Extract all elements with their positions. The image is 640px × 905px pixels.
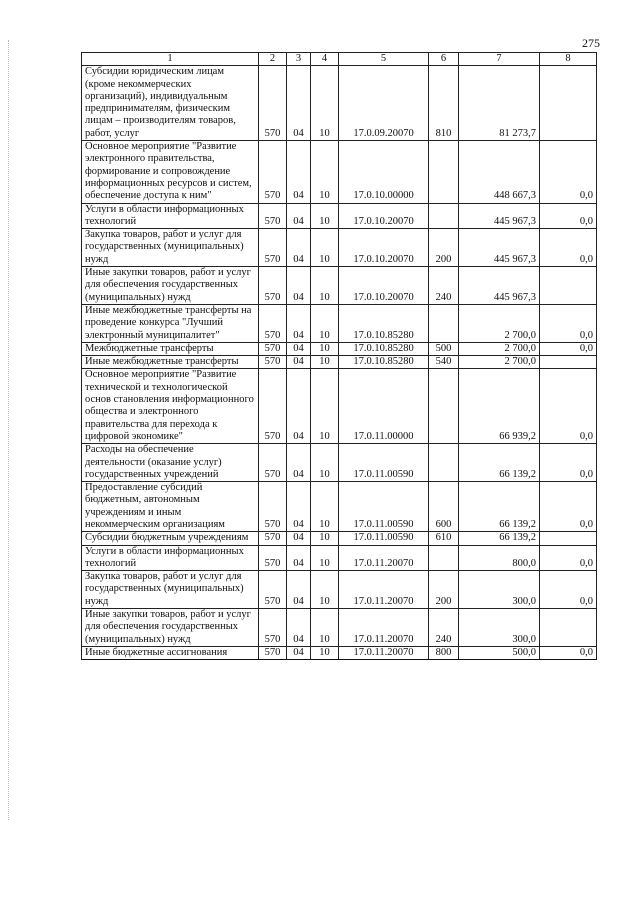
row-expense-type-cell	[429, 369, 459, 444]
row-amount-2-cell: 0,0	[540, 369, 597, 444]
row-subsection-cell: 10	[311, 66, 339, 141]
row-amount-cell: 66 139,2	[459, 444, 540, 482]
table-row	[82, 342, 597, 355]
row-amount-cell: 66 939,2	[459, 369, 540, 444]
row-grbs-cell: 570	[259, 545, 287, 571]
table-row	[82, 609, 597, 647]
row-amount-2-cell	[540, 267, 597, 305]
row-expense-type-cell: 200	[429, 571, 459, 609]
row-grbs-cell: 570	[259, 229, 287, 267]
row-section-cell: 04	[287, 482, 311, 532]
row-name-cell: Иные закупки товаров, работ и услуг для обеспечения государственных (муниципальных) нужд	[82, 609, 259, 647]
column-header-8: 8	[540, 53, 597, 66]
table-header	[82, 53, 597, 66]
row-amount-2-cell: 0,0	[540, 646, 597, 659]
row-expense-type-cell: 240	[429, 609, 459, 647]
row-amount-2-cell: 0,0	[540, 545, 597, 571]
row-target-article-cell: 17.0.10.00000	[339, 141, 429, 203]
scan-margin-dots	[8, 40, 10, 820]
row-amount-cell: 2 700,0	[459, 342, 540, 355]
row-grbs-cell: 570	[259, 369, 287, 444]
row-subsection-cell: 10	[311, 369, 339, 444]
row-subsection-cell: 10	[311, 141, 339, 203]
row-name-cell: Иные бюджетные ассигнования	[82, 646, 259, 659]
row-target-article-cell: 17.0.10.85280	[339, 342, 429, 355]
row-name-cell: Субсидии юридическим лицам (кроме некоммерческих организаций), индивидуальным предпринимателям, физическим лицам – производителям товаров, работ, услуг	[82, 66, 259, 141]
row-section-cell: 04	[287, 141, 311, 203]
row-target-article-cell: 17.0.11.20070	[339, 571, 429, 609]
table-row	[82, 203, 597, 229]
row-grbs-cell: 570	[259, 356, 287, 369]
row-subsection-cell: 10	[311, 229, 339, 267]
row-amount-2-cell: 0,0	[540, 203, 597, 229]
row-subsection-cell: 10	[311, 304, 339, 342]
row-subsection-cell: 10	[311, 545, 339, 571]
row-name-cell: Иные закупки товаров, работ и услуг для обеспечения государственных (муниципальных) нужд	[82, 267, 259, 305]
table-row	[82, 304, 597, 342]
table-row	[82, 571, 597, 609]
table-row	[82, 369, 597, 444]
row-section-cell: 04	[287, 66, 311, 141]
row-section-cell: 04	[287, 229, 311, 267]
row-target-article-cell: 17.0.10.85280	[339, 356, 429, 369]
row-subsection-cell: 10	[311, 482, 339, 532]
row-expense-type-cell: 240	[429, 267, 459, 305]
row-amount-2-cell	[540, 356, 597, 369]
row-target-article-cell: 17.0.11.00590	[339, 444, 429, 482]
row-target-article-cell: 17.0.09.20070	[339, 66, 429, 141]
row-amount-cell: 445 967,3	[459, 229, 540, 267]
row-subsection-cell: 10	[311, 356, 339, 369]
header-row	[82, 53, 597, 66]
row-amount-2-cell	[540, 532, 597, 545]
row-section-cell: 04	[287, 545, 311, 571]
row-amount-cell: 2 700,0	[459, 356, 540, 369]
row-expense-type-cell	[429, 304, 459, 342]
row-subsection-cell: 10	[311, 571, 339, 609]
row-section-cell: 04	[287, 571, 311, 609]
row-name-cell: Иные межбюджетные трансферты на проведение конкурса "Лучший электронный муниципалитет"	[82, 304, 259, 342]
row-grbs-cell: 570	[259, 444, 287, 482]
row-grbs-cell: 570	[259, 342, 287, 355]
row-amount-2-cell	[540, 609, 597, 647]
table-row	[82, 141, 597, 203]
row-amount-cell: 2 700,0	[459, 304, 540, 342]
row-expense-type-cell: 600	[429, 482, 459, 532]
row-amount-cell: 300,0	[459, 571, 540, 609]
row-name-cell: Услуги в области информационных технологий	[82, 545, 259, 571]
row-amount-cell: 448 667,3	[459, 141, 540, 203]
column-header-7: 7	[459, 53, 540, 66]
row-subsection-cell: 10	[311, 203, 339, 229]
row-subsection-cell: 10	[311, 267, 339, 305]
row-name-cell: Иные межбюджетные трансферты	[82, 356, 259, 369]
column-header-1: 1	[82, 53, 259, 66]
row-target-article-cell: 17.0.11.20070	[339, 545, 429, 571]
table-row	[82, 482, 597, 532]
column-header-4: 4	[311, 53, 339, 66]
table-body	[82, 66, 597, 660]
row-subsection-cell: 10	[311, 646, 339, 659]
table-row	[82, 444, 597, 482]
row-target-article-cell: 17.0.11.00590	[339, 532, 429, 545]
row-name-cell: Межбюджетные трансферты	[82, 342, 259, 355]
row-amount-2-cell: 0,0	[540, 482, 597, 532]
table-row	[82, 66, 597, 141]
row-name-cell: Предоставление субсидий бюджетным, автономным учреждениям и иным некоммерческим организациям	[82, 482, 259, 532]
row-expense-type-cell: 500	[429, 342, 459, 355]
row-subsection-cell: 10	[311, 532, 339, 545]
row-section-cell: 04	[287, 444, 311, 482]
table-row	[82, 532, 597, 545]
row-name-cell: Субсидии бюджетным учреждениям	[82, 532, 259, 545]
column-header-2: 2	[259, 53, 287, 66]
budget-table	[81, 52, 597, 660]
column-header-6: 6	[429, 53, 459, 66]
row-name-cell: Основное мероприятие "Развитие электронного правительства, формирование и сопровождение информационных ресурсов и систем, обеспечение доступа к ним"	[82, 141, 259, 203]
row-amount-cell: 66 139,2	[459, 532, 540, 545]
row-section-cell: 04	[287, 532, 311, 545]
row-name-cell: Закупка товаров, работ и услуг для государственных (муниципальных) нужд	[82, 571, 259, 609]
row-section-cell: 04	[287, 609, 311, 647]
row-target-article-cell: 17.0.11.20070	[339, 646, 429, 659]
row-target-article-cell: 17.0.11.00590	[339, 482, 429, 532]
row-amount-cell: 81 273,7	[459, 66, 540, 141]
row-subsection-cell: 10	[311, 342, 339, 355]
row-target-article-cell: 17.0.10.20070	[339, 203, 429, 229]
table-row	[82, 646, 597, 659]
row-expense-type-cell	[429, 141, 459, 203]
row-grbs-cell: 570	[259, 646, 287, 659]
row-subsection-cell: 10	[311, 609, 339, 647]
row-amount-cell: 445 967,3	[459, 203, 540, 229]
row-subsection-cell: 10	[311, 444, 339, 482]
row-amount-2-cell: 0,0	[540, 444, 597, 482]
table-row	[82, 229, 597, 267]
row-name-cell: Основное мероприятие "Развитие технической и технологической основ становления информационного общества и электронного правительства для перехода к цифровой экономике"	[82, 369, 259, 444]
row-target-article-cell: 17.0.11.00000	[339, 369, 429, 444]
row-grbs-cell: 570	[259, 482, 287, 532]
row-expense-type-cell: 810	[429, 66, 459, 141]
row-amount-cell: 800,0	[459, 545, 540, 571]
row-target-article-cell: 17.0.10.85280	[339, 304, 429, 342]
row-amount-2-cell: 0,0	[540, 571, 597, 609]
row-grbs-cell: 570	[259, 609, 287, 647]
row-amount-cell: 300,0	[459, 609, 540, 647]
row-expense-type-cell	[429, 444, 459, 482]
row-target-article-cell: 17.0.10.20070	[339, 267, 429, 305]
row-name-cell: Расходы на обеспечение деятельности (оказание услуг) государственных учреждений	[82, 444, 259, 482]
row-amount-2-cell	[540, 66, 597, 141]
row-amount-cell: 66 139,2	[459, 482, 540, 532]
row-amount-cell: 500,0	[459, 646, 540, 659]
row-expense-type-cell: 200	[429, 229, 459, 267]
row-target-article-cell: 17.0.10.20070	[339, 229, 429, 267]
row-section-cell: 04	[287, 646, 311, 659]
row-expense-type-cell	[429, 545, 459, 571]
row-grbs-cell: 570	[259, 141, 287, 203]
row-amount-2-cell: 0,0	[540, 141, 597, 203]
column-header-3: 3	[287, 53, 311, 66]
row-expense-type-cell: 800	[429, 646, 459, 659]
row-name-cell: Закупка товаров, работ и услуг для государственных (муниципальных) нужд	[82, 229, 259, 267]
row-grbs-cell: 570	[259, 304, 287, 342]
table-row	[82, 267, 597, 305]
row-grbs-cell: 570	[259, 203, 287, 229]
row-amount-2-cell: 0,0	[540, 229, 597, 267]
row-expense-type-cell: 540	[429, 356, 459, 369]
row-expense-type-cell: 610	[429, 532, 459, 545]
column-header-5: 5	[339, 53, 429, 66]
table-row	[82, 356, 597, 369]
page-number: 275	[582, 36, 600, 50]
row-grbs-cell: 570	[259, 571, 287, 609]
row-section-cell: 04	[287, 304, 311, 342]
row-section-cell: 04	[287, 356, 311, 369]
row-grbs-cell: 570	[259, 532, 287, 545]
row-section-cell: 04	[287, 203, 311, 229]
row-section-cell: 04	[287, 369, 311, 444]
table-row	[82, 545, 597, 571]
row-amount-cell: 445 967,3	[459, 267, 540, 305]
row-section-cell: 04	[287, 342, 311, 355]
row-grbs-cell: 570	[259, 66, 287, 141]
row-amount-2-cell: 0,0	[540, 304, 597, 342]
row-name-cell: Услуги в области информационных технологий	[82, 203, 259, 229]
row-section-cell: 04	[287, 267, 311, 305]
row-amount-2-cell: 0,0	[540, 342, 597, 355]
row-grbs-cell: 570	[259, 267, 287, 305]
row-target-article-cell: 17.0.11.20070	[339, 609, 429, 647]
row-expense-type-cell	[429, 203, 459, 229]
